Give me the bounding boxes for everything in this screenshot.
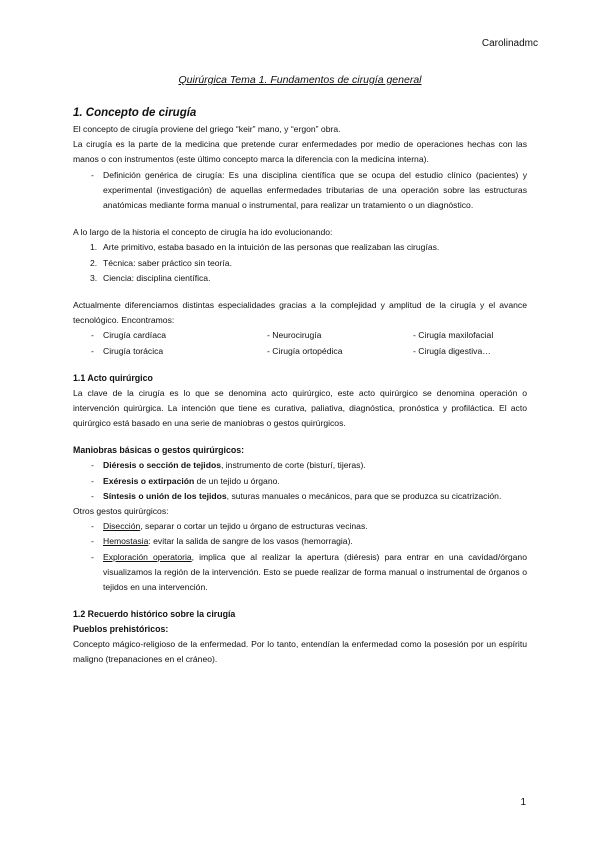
paragraph: El concepto de cirugía proviene del griego “keir” mano, y “ergon” obra. — [73, 124, 341, 134]
basic-gestures-list — [73, 458, 527, 504]
paragraph: La clave de la cirugía es lo que se denomina acto quirúrgico, este acto quirúrgico se denomina operación o intervención quirúrgica. La intención que tiene es curativa, paliativa, diagnóstica, pronóstica y profiláctica. El acto quirúrgico está basado en una serie de maniobras o gestos quirúrgicos. — [73, 387, 527, 429]
list-item: - Exéresis o extirpación de un tejido u órgano. — [73, 474, 527, 489]
document-body — [73, 104, 527, 668]
section-heading-1-2: 1.2 Recuerdo histórico sobre la cirugía — [73, 609, 236, 620]
paragraph: Actualmente diferenciamos distintas especialidades gracias a la complejidad y amplitud de la cirugía y el avance tecnológico. Encontramos: — [73, 300, 527, 326]
history-list — [73, 240, 527, 286]
section-heading-1: 1. Concepto de cirugía — [73, 107, 197, 119]
list-item: - Hemostasia: evitar la salida de sangre de los vasos (hemorragia). — [73, 534, 527, 549]
list-item: - Diéresis o sección de tejidos, instrumento de corte (bisturí, tijeras). — [73, 458, 527, 473]
list-item: - Síntesis o unión de los tejidos, suturas manuales o mecánicos, para que se produzca su cicatrización. — [73, 489, 527, 504]
list-item: - Cirugía torácica - Cirugía ortopédica - Cirugía digestiva… — [73, 344, 527, 359]
list-item: - Definición genérica de cirugía: Es una disciplina científica que se ocupa del estudio clínico (pacientes) y experimental (investigación) de aquellas enfermedades tributarias de una operación sobre las estructuras anatómicas mediante forma manual o instrumental, para realizar un tratamiento o un diagnóstico. — [73, 168, 527, 214]
paragraph: Otros gestos quirúrgicos: — [73, 506, 169, 517]
page-number: 1 — [520, 797, 526, 808]
list-item: - Disección, separar o cortar un tejido u órgano de estructuras vecinas. — [73, 519, 527, 534]
paragraph: A lo largo de la historia el concepto de cirugía ha ido evolucionando: — [73, 227, 333, 238]
subheading-prehistoric: Pueblos prehistóricos: — [73, 624, 169, 635]
paragraph: La cirugía es la parte de la medicina que pretende curar enfermedades por medio de operaciones hechas con las manos o con instrumentos (este último concepto marca la diferencia con la medicina interna). — [73, 139, 527, 165]
list-item: 1. Arte primitivo, estaba basado en la intuición de las personas que realizaban las cirugías. — [90, 242, 440, 253]
document-title: Quirúrgica Tema 1. Fundamentos de cirugía general — [178, 74, 422, 86]
definition-list — [73, 168, 527, 214]
subheading-basic: Maniobras básicas o gestos quirúrgicos: — [73, 445, 245, 456]
author-header: Carolinadmc — [481, 38, 538, 49]
list-item: - Exploración operatoria, implica que al realizar la apertura (diéresis) para entrar en una cavidad/órgano visualizamos la región de la intervención. Esto se puede realizar de forma manual o instrumental de órganos o tejidos en una intervención. — [73, 550, 527, 596]
other-gestures-list — [73, 519, 527, 595]
list-item: 2. Técnica: saber práctico sin teoría. — [90, 257, 232, 268]
list-item: 3. Ciencia: disciplina científica. — [90, 272, 211, 283]
section-heading-1-1: 1.1 Acto quirúrgico — [73, 372, 153, 383]
list-item: - Cirugía cardíaca - Neurocirugía - Cirugía maxilofacial — [73, 328, 527, 343]
specialties-list — [73, 328, 527, 358]
paragraph: Concepto mágico-religioso de la enfermedad. Por lo tanto, entendían la enfermedad como la posesión por un espíritu maligno (trepanaciones en el cráneo). — [73, 639, 527, 665]
